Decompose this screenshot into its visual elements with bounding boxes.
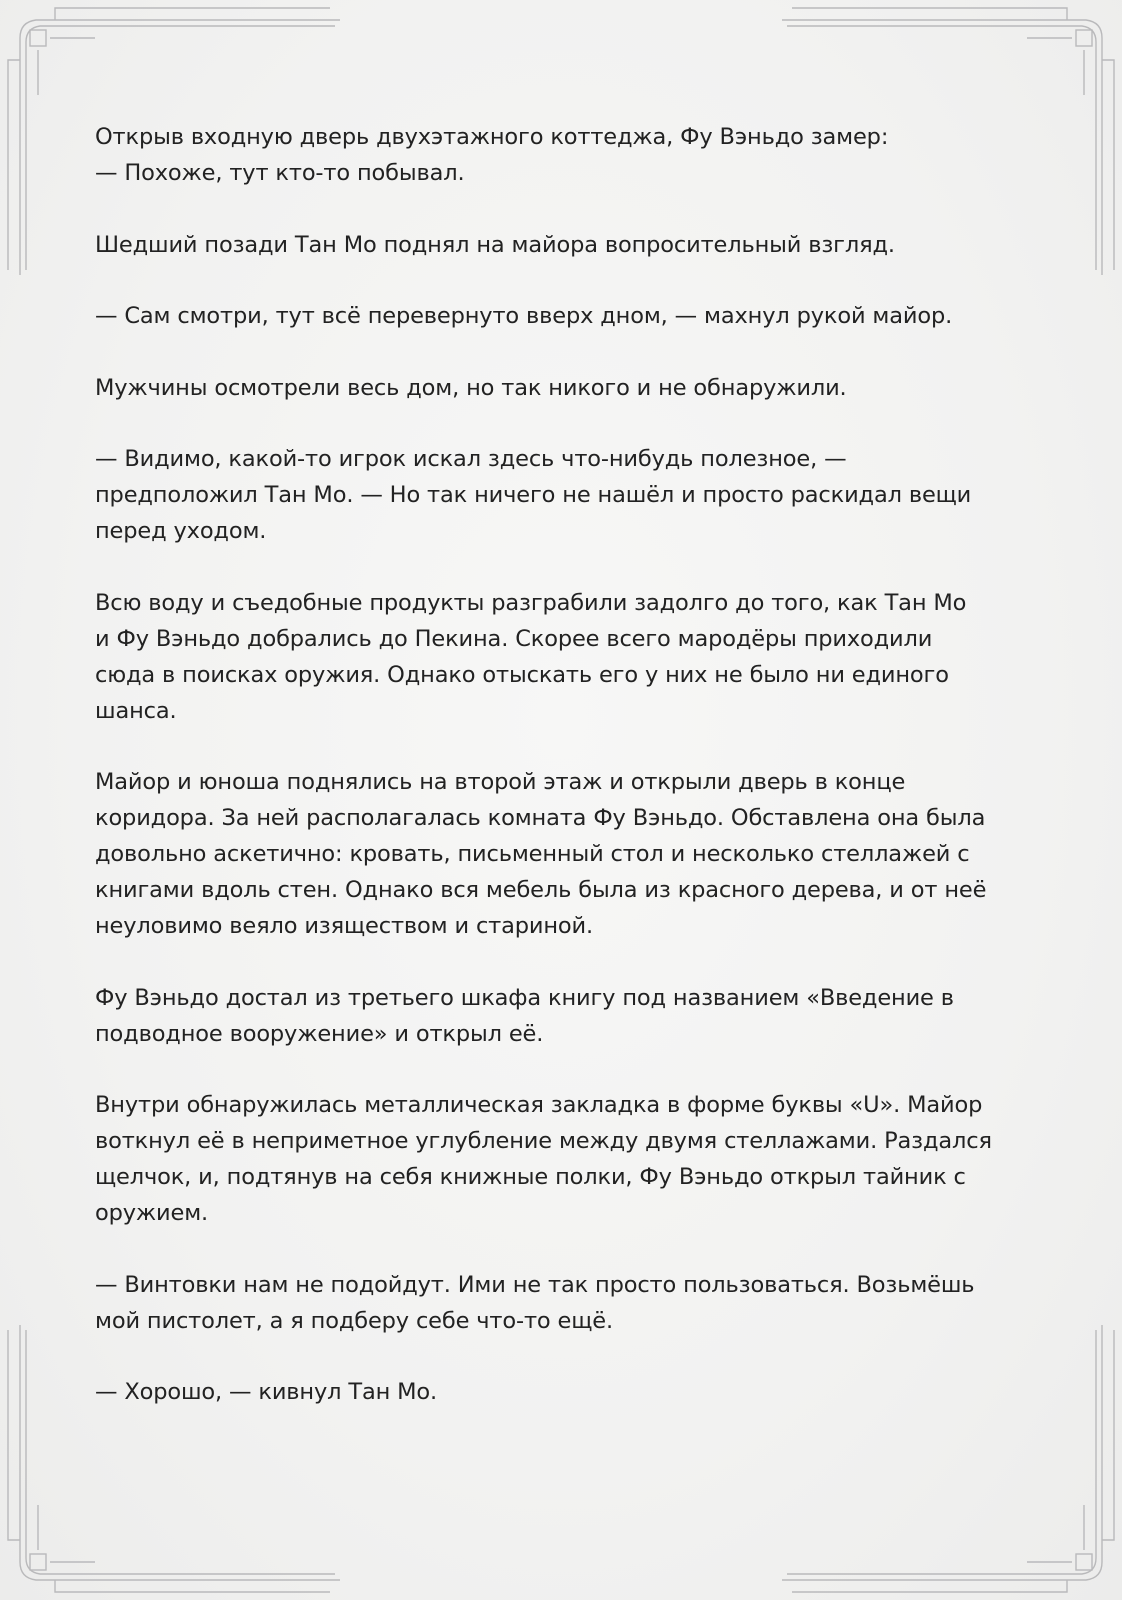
paragraph-9: Внутри обнаружилась металлическая закладка в форме буквы «U». Майор воткнул её в неприметное углубление между двумя стеллажами. Раздался щелчок, и, подтянув на себя книжные полки, Фу Вэньдо открыл тайник с оружием. <box>95 1092 992 1226</box>
paragraph-7: Майор и юноша поднялись на второй этаж и открыли дверь в конце коридора. За ней располагалась комната Фу Вэньдо. Обставлена она была довольно аскетично: кровать, письменный стол и несколько стеллажей с книгами вдоль стен. Однако вся мебель была из красного дерева, и от неё неуловимо веяло изяществом и стариной. <box>95 769 987 939</box>
paragraph-4: Мужчины осмотрели весь дом, но так никого и не обнаружили. <box>95 374 847 401</box>
paragraph-1: Открыв входную дверь двухэтажного коттеджа, Фу Вэньдо замер: — Похоже, тут кто-то побывал. <box>95 124 889 186</box>
paragraph-6: Всю воду и съедобные продукты разграбили задолго до того, как Тан Мо и Фу Вэньдо добрались до Пекина. Скорее всего мародёры приходили сюда в поисках оружия. Однако отыскать его у них не было ни единого шанса. <box>95 589 967 724</box>
paragraph-8: Фу Вэньдо достал из третьего шкафа книгу под названием «Введение в подводное вооружение» и открыл её. <box>95 984 954 1047</box>
paragraph-3: — Сам смотри, тут всё перевернуто вверх дном, — махнул рукой майор. <box>95 303 953 329</box>
paragraph-10: — Винтовки нам не подойдут. Ими не так просто пользоваться. Возьмёшь мой пистолет, а я подберу себе что-то ещё. <box>95 1271 975 1334</box>
paragraph-5: — Видимо, какой-то игрок искал здесь что-нибудь полезное, — предположил Тан Мо. — Но так ничего не нашёл и просто раскидал вещи перед уходом. <box>95 446 972 544</box>
story-text <box>95 119 1040 1410</box>
paragraph-11: — Хорошо, — кивнул Тан Мо. <box>95 1379 438 1405</box>
paragraph-2: Шедший позади Тан Мо поднял на майора вопросительный взгляд. <box>95 231 895 258</box>
